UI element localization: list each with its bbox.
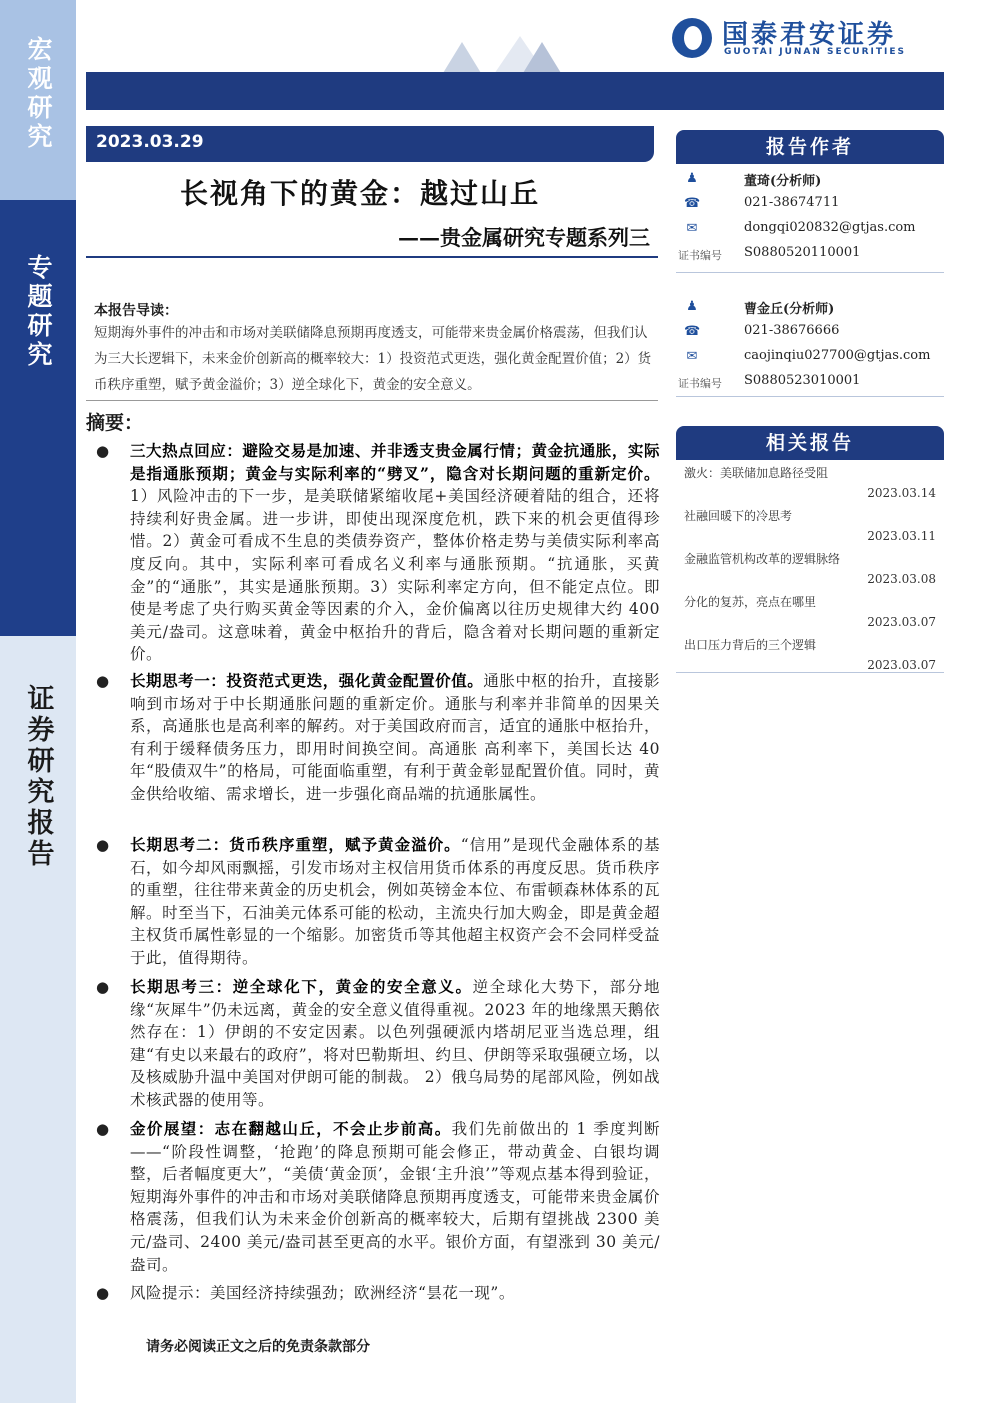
summary-item xyxy=(94,976,660,1118)
disclaimer-note: 请务必阅读正文之后的免责条款部分 xyxy=(146,1339,370,1355)
related-report-item[interactable] xyxy=(676,503,944,546)
sidebar-macro-label: 宏观研究 xyxy=(24,36,53,152)
related-report-date: 2023.03.07 xyxy=(867,658,936,672)
report-subtitle: ——贵金属研究专题系列三 xyxy=(398,225,650,250)
summary-item-lead: 长期思考二：货币秩序重塑，赋予黄金溢价。 xyxy=(130,835,461,854)
summary-item-text: 我们先前做出的 1 季度判断——“阶段性调整，‘抢跑’的降息预期可能会修正，带动黄金、白银均调整，后者幅度更大”，“美债‘黄金顶’，金银‘主升浪’”等观点基本得到验证，短期海外事件的冲击和市场对美联储降息预期再度透支，可能带来贵金属价格震荡，但我们认为未来金价创新高的概率较大，后期有望挑战 2300 美元/盎司、2400 美元/盎司甚至更高的水平。银价方面，有望涨到 30 美元/盎司。 xyxy=(130,1120,660,1274)
divider xyxy=(676,396,944,397)
cert-label: 证书编号 xyxy=(678,249,722,262)
author-cert-row xyxy=(676,373,944,393)
author-name: 董琦(分析师) xyxy=(744,174,822,189)
related-report-date: 2023.03.11 xyxy=(867,529,936,543)
related-reports-list xyxy=(676,460,944,675)
bullet-icon: ● xyxy=(96,1120,110,1138)
author-name-row xyxy=(676,170,944,190)
summary-item-risk xyxy=(94,1282,660,1306)
divider xyxy=(676,272,944,273)
related-report-item[interactable] xyxy=(676,546,944,589)
related-report-title[interactable]: 分化的复苏，亮点在哪里 xyxy=(684,595,817,609)
summary-item-text: 逆全球化大势下，部分地缘“灰犀牛”仍未远离，黄金的安全意义值得重视。2023 年的地缘黑天鹅依然存在：1）伊朗的不安定因素。以色列强硬派内塔胡尼亚当选总理，组建“有史以来最右的政府”，将对巴勒斯坦、约旦、伊朗等采取强硬立场，以及核威胁升温中美国对伊朗可能的制裁。 2）俄乌局势的尾部风险，例如战术核武器的使用等。 xyxy=(130,978,660,1109)
bullet-icon: ● xyxy=(96,442,110,460)
author-phone-row xyxy=(676,323,944,343)
divider xyxy=(676,672,944,673)
author-phone: 021-38676666 xyxy=(744,323,840,338)
report-date: 2023.03.29 xyxy=(96,132,204,152)
summary-item-text: “信用”是现代金融体系的基石，如今却风雨飘摇，引发市场对主权信用货币体系的再度反思。货币秩序的重塑，往往带来黄金的历史机会，例如英镑金本位、布雷顿森林体系的瓦解。时至当下，石油美元体系可能的松动，主流央行加大购金，即是黄金超主权货币属性彰显的一个缩影。加密货币等其他超主权资产会不会同样受益于此，值得期待。 xyxy=(130,836,660,967)
author-card xyxy=(676,170,944,270)
sidebar-section-macro xyxy=(0,0,76,200)
author-cert: S0880520110001 xyxy=(744,245,861,260)
authors-header: 报告作者 xyxy=(676,130,944,164)
company-logo xyxy=(672,14,948,62)
summary-item xyxy=(94,834,660,976)
related-report-item[interactable] xyxy=(676,589,944,632)
logo-name-cn: 国泰君安证券 xyxy=(722,20,897,50)
bullet-icon: ● xyxy=(96,836,110,854)
summary-item-text: 风险提示：美国经济持续强劲；欧洲经济“昙花一现”。 xyxy=(130,1284,515,1302)
header-banner xyxy=(86,72,944,110)
bullet-icon: ● xyxy=(96,978,110,996)
author-name: 曹金丘(分析师) xyxy=(744,302,835,317)
sidebar-section-topic xyxy=(0,200,76,636)
summary-item-lead: 长期思考一：投资范式更迭，强化黄金配置价值。 xyxy=(130,671,484,690)
person-icon: ♟ xyxy=(686,299,698,314)
phone-icon: ☎ xyxy=(684,324,701,339)
author-email-row xyxy=(676,348,944,368)
bullet-icon: ● xyxy=(96,1284,110,1302)
logo-name-en: GUOTAI JUNAN SECURITIES xyxy=(724,47,906,57)
author-card xyxy=(676,298,944,398)
phone-icon: ☎ xyxy=(684,196,701,211)
summary-item-lead: 长期思考三：逆全球化下，黄金的安全意义。 xyxy=(130,977,473,996)
related-report-date: 2023.03.08 xyxy=(867,572,936,586)
bullet-icon: ● xyxy=(96,672,110,690)
related-report-title[interactable]: 金融监管机构改革的逻辑脉络 xyxy=(684,552,841,566)
related-report-date: 2023.03.07 xyxy=(867,615,936,629)
logo-mark-icon xyxy=(672,18,712,58)
person-icon: ♟ xyxy=(686,171,698,186)
summary-item-lead: 金价展望：志在翻越山丘，不会止步前高。 xyxy=(130,1119,452,1138)
date-bar xyxy=(86,126,654,162)
guide-text: 短期海外事件的冲击和市场对美联储降息预期再度透支，可能带来贵金属价格震荡，但我们认为三大长逻辑下，未来金价创新高的概率较大：1）投资范式更迭，强化黄金配置价值；2）货币秩序重塑，赋予黄金溢价；3）逆全球化下，黄金的安全意义。 xyxy=(94,325,652,393)
report-title: 长视角下的黄金：越过山丘 xyxy=(180,177,541,210)
author-cert-row xyxy=(676,245,944,265)
summary-item-lead: 三大热点回应：避险交易是加速、并非透支贵金属行情；黄金抗通胀，实际是指通胀预期；黄金与实际利率的“劈叉”，隐含对长期问题的重新定价。 xyxy=(130,441,660,483)
related-report-title[interactable]: 出口压力背后的三个逻辑 xyxy=(684,638,817,652)
mail-icon: ✉ xyxy=(686,349,698,364)
related-report-item[interactable] xyxy=(676,460,944,503)
author-cert: S0880523010001 xyxy=(744,373,861,388)
author-phone-row xyxy=(676,195,944,215)
section-sidebar xyxy=(0,0,76,1403)
author-name-row xyxy=(676,298,944,318)
summary-item xyxy=(94,1118,660,1282)
divider xyxy=(86,400,658,401)
sidebar-topic-label: 专题研究 xyxy=(24,254,53,370)
cert-label: 证书编号 xyxy=(678,377,722,390)
related-report-date: 2023.03.14 xyxy=(867,486,936,500)
author-email[interactable]: dongqi020832@gtjas.com xyxy=(744,220,916,235)
summary-item xyxy=(94,670,660,834)
related-header: 相关报告 xyxy=(676,426,944,460)
related-report-item[interactable] xyxy=(676,632,944,675)
mail-icon: ✉ xyxy=(686,221,698,236)
summary-heading: 摘要： xyxy=(86,412,144,434)
summary-list xyxy=(94,440,660,1306)
author-email-row xyxy=(676,220,944,240)
summary-item-text: 通胀中枢的抬升，直接影响到市场对于中长期通胀问题的重新定价。通胀与利率并非简单的因果关系，高通胀也是高利率的解药。对于美国政府而言，适宜的通胀中枢抬升，有利于缓释债务压力，即用时间换空间。高通胀 高利率下，美国长达 40 年“股债双牛”的格局，可能面临重塑，有利于黄金彰显配置价值。同时，黄金供给收缩、需求增长，进一步强化商品端的抗通胀属性。 xyxy=(130,672,660,803)
sidebar-section-report xyxy=(0,636,76,1403)
related-report-title[interactable]: 激火：美联储加息路径受阻 xyxy=(684,466,829,480)
summary-item-text: 1）风险冲击的下一步，是美联储紧缩收尾+美国经济硬着陆的组合，还将持续利好贵金属。进一步讲，即使出现深度危机，跌下来的机会更值得珍惜。2）黄金可看成不生息的类债券资产，整体价格走势与美债实际利率高度反向。其中，实际利率可看成名义利率与通胀预期。“抗通胀，买黄金”的“通胀”，其实是通胀预期。3）实际利率定方向，但不能定点位。即使是考虑了央行购买黄金等因素的介入，金价偏离以往历史规律大约 400 美元/盎司。这意味着，黄金中枢抬升的背后，隐含着对长期问题的重新定价。 xyxy=(130,487,660,664)
divider xyxy=(86,256,658,258)
sidebar-report-label: 证券研究报告 xyxy=(22,684,54,870)
author-email[interactable]: caojinqiu027700@gtjas.com xyxy=(744,348,931,363)
guide-label: 本报告导读： xyxy=(94,303,178,319)
summary-item xyxy=(94,440,660,670)
related-report-title[interactable]: 社融回暖下的冷思考 xyxy=(684,509,793,523)
author-phone: 021-38674711 xyxy=(744,195,840,210)
